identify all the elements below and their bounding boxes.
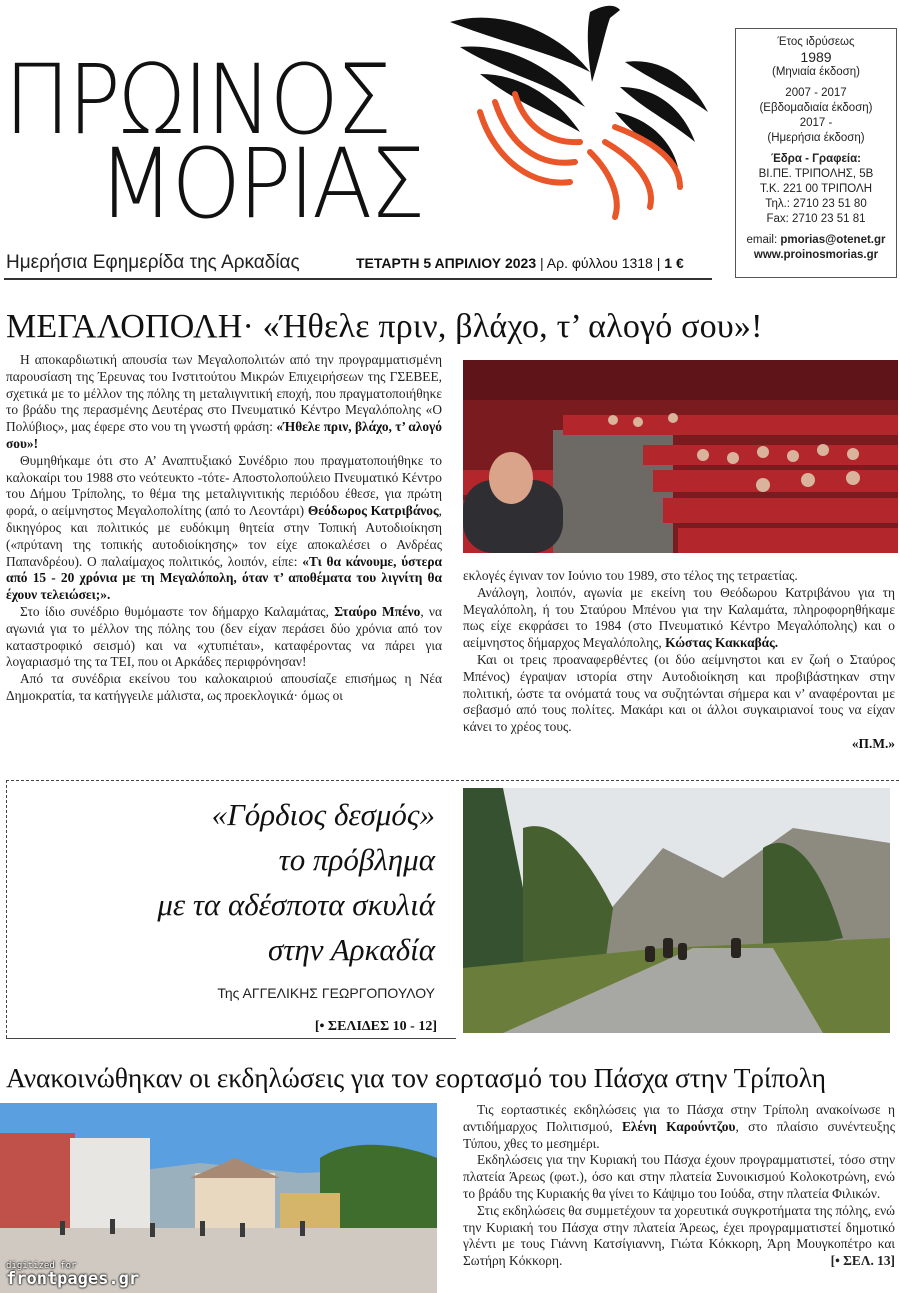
period-daily-note: (Ημερήσια έκδοση) <box>767 132 865 144</box>
dove-logo-icon <box>440 2 720 232</box>
issue-date: ΤΕΤΑΡΤΗ 5 ΑΠΡΙΛΙΟΥ 2023 <box>356 255 537 271</box>
paragraph: Η αποκαρδιωτική απουσία των Μεγαλοπολιτών από την προγραμματισμένη παρουσίαση της Έρευνας του Ινστιτούτου Μικρών Επιχειρήσεων της ΓΣΕΒΕΕ, σχετικά με το μέλλον της πόλης τη μεταλιγνιτική εποχή, που πραγματοποιήθηκε το βράδυ της περασμένης Δευτέρας στο Πνευματικό Κέντρο Μεγαλόπολης «Ο Πολύβιος», μας έφερε στο νου τη γνωστή φράση: «Ήθελε πριν, βλάχο, τ’ αλογό σου»! <box>6 352 442 451</box>
paragraph: Στις εκδηλώσεις θα συμμετέχουν τα χορευτικά συγκροτήματα της πόλης, ενώ την Κυριακή του Πάσχα στην πλατεία Άρεως, έχει προγραμματιστεί δημοτικό γλέντι με τους Γιάννη Κατσίγιαννη, Γιώτα Κόκκορη, Άρη Μουγκοπέτρο και Σωτήρη Κόκκορη. [• ΣΕΛ. 13] <box>463 1202 895 1269</box>
paragraph: Τις εορταστικές εκδηλώσεις για το Πάσχα στην Τρίπολη ανακοίνωσε η αντιδήμαρχος Πολιτισμού, Ελένη Καρούντζου, στο πλαίσιο συνέντευξης Τύπου, χθες το μεσημέρι. <box>463 1102 895 1151</box>
masthead <box>0 0 900 290</box>
period-weekly-note: (Εβδομαδιαία έκδοση) <box>759 102 873 114</box>
email-label: email: <box>746 234 778 246</box>
office-label: Έδρα - Γραφεία: <box>770 153 862 165</box>
paragraph: Ανάλογη, λοιπόν, αγωνία με εκείνη του Θεόδωρου Κατριβάνου για τη Μεγαλόπολη, ή του Σταύρου Μπένου για την Καλαμάτα, πληροφορηθήκαμε πως είχε εκφράσει το 1984 (στο Πνευματικό Κέντρο Μεγαλόπολης) και ο αείμνηστος δήμαρχος Μεγαλόπολης, Κώστας Κακκαβάς. <box>463 584 895 651</box>
article3-page-ref[interactable]: [• ΣΕΛ. 13] <box>830 1253 895 1269</box>
founded-year: 1989 <box>800 49 832 65</box>
article1-body-left <box>6 352 442 705</box>
article1-signature: «Π.Μ.» <box>851 735 895 751</box>
address-line1: ΒΙ.ΠΕ. ΤΡΙΠΟΛΗΣ, 5Β <box>758 168 874 180</box>
paragraph: Και οι τρεις προαναφερθέντες (οι δύο αείμνηστοι και εν ζωή ο Σταύρος Μπένος) έγραψαν ιστορία στην Αυτοδιοίκηση και προβιβάστηκαν στην πολιτική, ώστε τα ονόματά τους να συζητώνται σήμερα και ν’ αναφέρονται με σεβασμό από τους πολίτες. Μακάρι και οι άλλοι συγκαιριανοί τους να είχαν κάνει το χρέος τους. <box>463 651 895 735</box>
separator: | <box>540 255 547 271</box>
paragraph: Εκδηλώσεις για την Κυριακή του Πάσχα έχουν προγραμματιστεί, τόσο στην πλατεία Άρεως (φωτ.), όσο και στην πλατεία Συνοικισμού Κολοκοτρώνη, ενώ το βράδυ της Κυριακής θα γίνει το Κάψιμο του Ιούδα, στην πλατεία Φιλικών. <box>463 1152 895 1201</box>
price: 1 € <box>664 255 684 271</box>
founded-note: (Μηνιαία έκδοση) <box>771 66 860 78</box>
newspaper-subtitle: Ημερήσια Εφημερίδα της Αρκαδίας <box>6 252 300 273</box>
article2-headline[interactable]: «Γόρδιος δεσμός» το πρόβλημα με τα αδέσποτα σκυλιά στην Αρκαδία <box>157 797 435 967</box>
paragraph: Θυμηθήκαμε ότι στο Α’ Αναπτυξιακό Συνέδριο που πραγματοποιήθηκε το καλοκαίρι του 1988 στο νεότευκτο -τότε- Αποστολοπούλειο Πνευματικό Κέντρο του Δήμου Τρίπολης, το θέμα της μεταλιγνιτικής περιόδου έθεσε, για πρώτη φορά, ο αείμνηστος Μεγαλοπολίτης (από το Λεοντάρι) Θεόδωρος Κατριβάνος, δικηγόρος και πολιτικός με ευδόκιμη θητεία στην Τοπική Αυτοδιοίκηση («πρύτανη της τοπικής αυτοδιοίκησης» τον είχε αποκαλέσει ο Ανδρέας Παπανδρέου). Ο παλαίμαχος πολιτικός, λοιπόν, είπε: «Τι θα κάνουμε, ύστερα από 15 - 20 χρόνια με τη Μεγαλόπολη, όταν τ’ αποθέματα του λιγνίτη θα έχουν τελειώσει;». <box>6 452 442 603</box>
founded-label: Έτος ιδρύσεως <box>777 36 855 48</box>
publisher-infobox <box>735 28 897 278</box>
website-link[interactable]: www.proinosmorias.gr <box>753 249 879 261</box>
fax: Fax: 2710 23 51 81 <box>766 213 866 225</box>
issue-info <box>356 255 684 271</box>
article2-box-rule <box>6 1038 456 1039</box>
article2-byline: Της ΑΓΓΕΛΙΚΗΣ ΓΕΩΡΓΟΠΟΥΛΟΥ <box>217 985 435 1001</box>
separator: | <box>656 255 665 271</box>
address-line2: Τ.Κ. 221 00 ΤΡΙΠΟΛΗ <box>759 183 873 195</box>
logo-title-line2: ΜΟΡΙΑΣ <box>98 128 423 240</box>
phone: Τηλ.: 2710 23 51 80 <box>765 198 867 210</box>
period-weekly: 2007 - 2017 <box>785 87 847 99</box>
article2-pages-ref[interactable]: [• ΣΕΛΙΔΕΣ 10 - 12] <box>314 1019 437 1034</box>
frontpages-watermark: digitized for frontpages.gr <box>6 1261 140 1289</box>
issue-number: Αρ. φύλλου 1318 <box>546 255 653 271</box>
period-daily: 2017 - <box>799 117 833 129</box>
paragraph: Στο ίδιο συνέδριο θυμόμαστε τον δήμαρχο Καλαμάτας, Σταύρο Μπένο, να αγωνιά για το μέλλον της πόλης του (δεν είχαν περάσει δύο χρόνια από τον καταστροφικό σεισμό) και να «χτυπιέται», καταφέροντας να πάρει για λογαριασμό της τα ΤΕΙ, που οι Αρκάδες περιφρόνησαν! <box>6 603 443 670</box>
article1-body-right <box>463 568 895 753</box>
stray-dogs-road-photo <box>463 788 890 1033</box>
paragraph: Από τα συνέδρια εκείνου του καλοκαιριού απουσίαζε επισήμως η Νέα Δημοκρατία, τα κατήγγειλε μάλιστα, ως προεκλογικά· όμως οι <box>6 671 442 703</box>
article3-headline[interactable]: Ανακοινώθηκαν οι εκδηλώσεις για τον εορτασμό του Πάσχα στην Τρίπολη <box>6 1062 826 1093</box>
article3-body <box>463 1102 895 1270</box>
masthead-rule <box>4 278 712 280</box>
theater-audience-photo <box>463 360 898 553</box>
paragraph: εκλογές έγιναν τον Ιούνιο του 1989, στο τέλος της τετραετίας. <box>463 568 798 583</box>
article1-headline[interactable]: ΜΕΓΑΛΟΠΟΛΗ· «Ήθελε πριν, βλάχο, τ’ αλογό σου»! <box>6 308 763 345</box>
email-link[interactable]: pmorias@otenet.gr <box>780 234 886 246</box>
logo-title-line1: ΠΡΩΙΝΟΣ <box>4 44 390 156</box>
